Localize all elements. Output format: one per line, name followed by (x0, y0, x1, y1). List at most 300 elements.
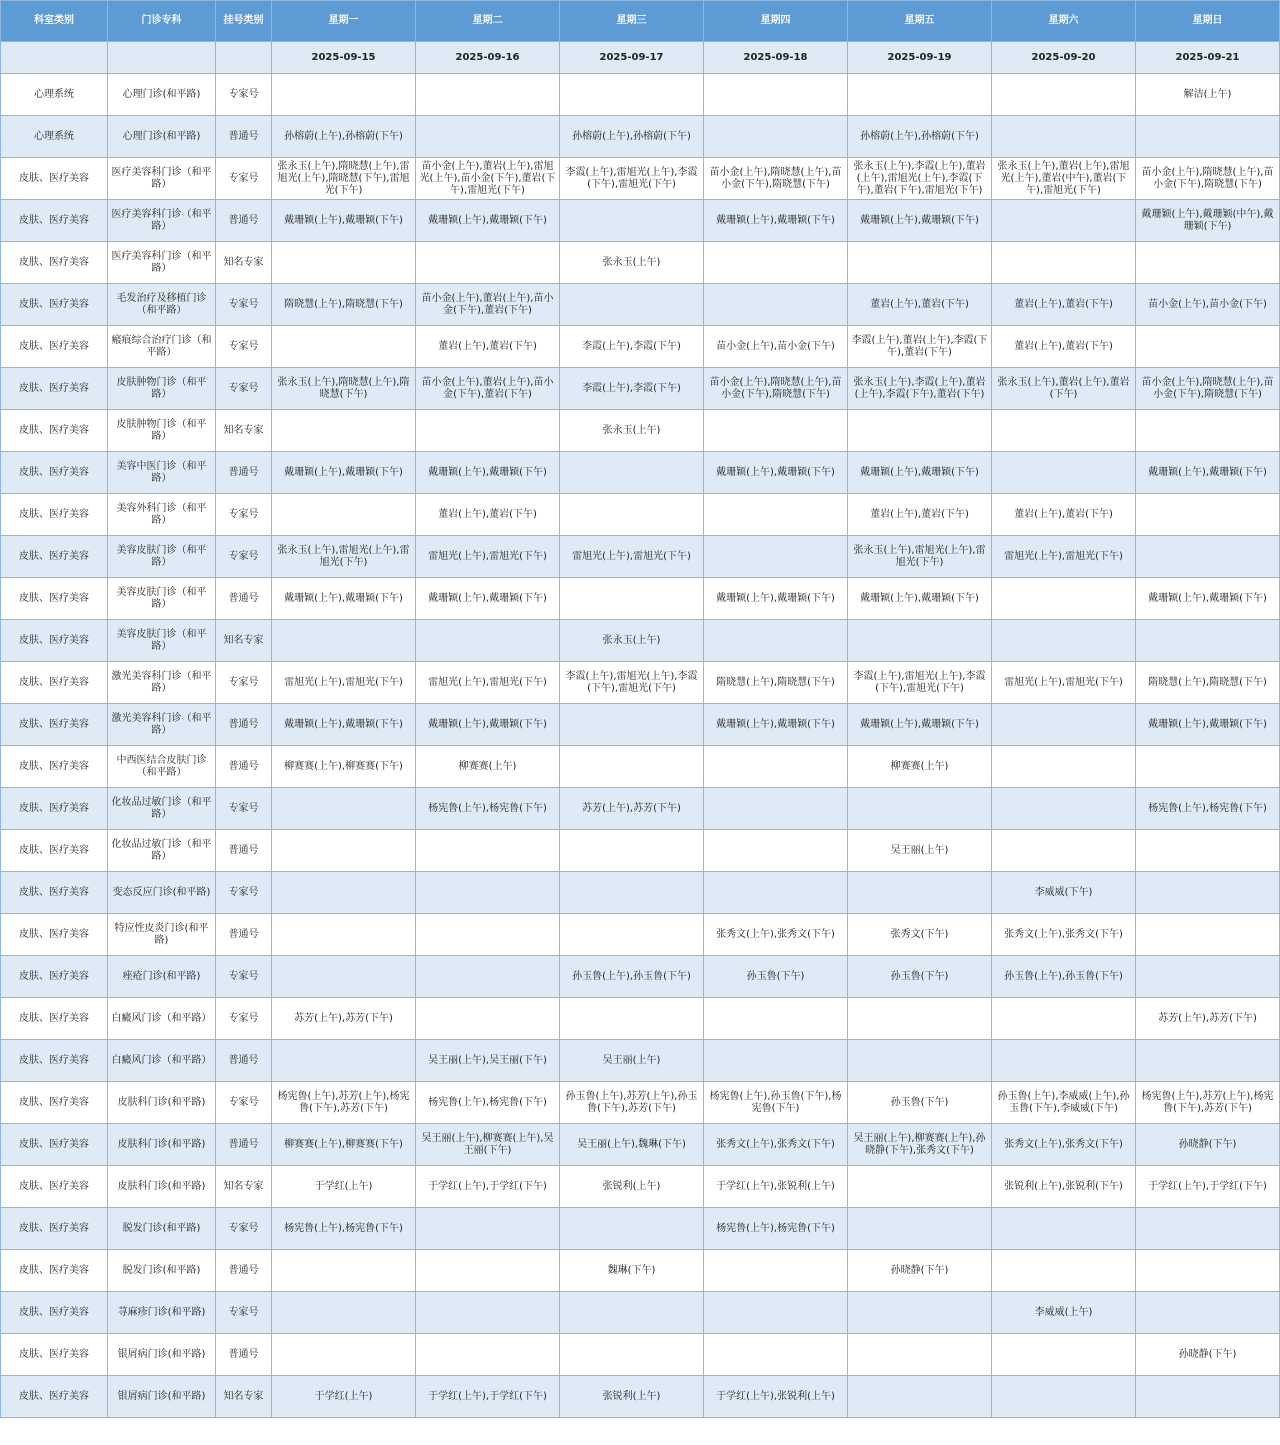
monday-cell: 于学红(上午) (272, 1166, 416, 1208)
thursday-cell: 苗小金(上午),苗小金(下午) (704, 326, 848, 368)
tuesday-cell: 戴珊颖(上午),戴珊颖(下午) (416, 452, 560, 494)
clinic-specialty-cell: 美容皮肤门诊（和平路） (108, 620, 216, 662)
friday-cell: 张永玉(上午),雷旭光(上午),雷旭光(下午) (848, 536, 992, 578)
wednesday-cell (560, 452, 704, 494)
tuesday-cell: 柳赛赛(上午) (416, 746, 560, 788)
tuesday-cell: 戴珊颖(上午),戴珊颖(下午) (416, 200, 560, 242)
saturday-cell: 李威威(上午) (992, 1292, 1136, 1334)
registration-type-cell: 专家号 (216, 998, 272, 1040)
schedule-row (1, 536, 1280, 578)
sunday-cell: 苗小金(上午),隋晓慧(上午),苗小金(下午),隋晓慧(下午) (1136, 368, 1280, 410)
monday-cell (272, 1250, 416, 1292)
thursday-cell: 张秀文(上午),张秀文(下午) (704, 914, 848, 956)
clinic-specialty-cell: 特应性皮炎门诊(和平路) (108, 914, 216, 956)
clinic-specialty-cell: 美容外科门诊（和平路） (108, 494, 216, 536)
thursday-cell: 戴珊颖(上午),戴珊颖(下午) (704, 704, 848, 746)
monday-cell: 于学红(上午) (272, 1376, 416, 1418)
monday-cell: 孙榕蔚(上午),孙榕蔚(下午) (272, 116, 416, 158)
tuesday-cell: 戴珊颖(上午),戴珊颖(下午) (416, 578, 560, 620)
monday-cell: 张永玉(上午),雷旭光(上午),雷旭光(下午) (272, 536, 416, 578)
tuesday-cell: 董岩(上午),董岩(下午) (416, 326, 560, 368)
thursday-cell (704, 410, 848, 452)
tuesday-cell (416, 620, 560, 662)
thursday-cell: 戴珊颖(上午),戴珊颖(下午) (704, 578, 848, 620)
thursday-cell: 杨宪鲁(上午),孙玉鲁(下午),杨宪鲁(下午) (704, 1082, 848, 1124)
schedule-row (1, 872, 1280, 914)
clinic-specialty-cell: 皮肤肿物门诊（和平路） (108, 410, 216, 452)
clinic-specialty-cell: 心理门诊(和平路) (108, 116, 216, 158)
saturday-cell (992, 620, 1136, 662)
friday-cell: 孙晓静(下午) (848, 1250, 992, 1292)
clinic-specialty-cell: 心理门诊(和平路) (108, 74, 216, 116)
monday-cell: 苏芳(上午),苏芳(下午) (272, 998, 416, 1040)
friday-cell (848, 998, 992, 1040)
registration-type-cell: 普通号 (216, 116, 272, 158)
monday-cell: 杨宪鲁(上午),苏芳(上午),杨宪鲁(下午),苏芳(下午) (272, 1082, 416, 1124)
sunday-cell: 隋晓慧(上午),隋晓慧(下午) (1136, 662, 1280, 704)
department-category-cell: 皮肤、医疗美容 (1, 830, 108, 872)
clinic-specialty-cell: 脱发门诊(和平路) (108, 1250, 216, 1292)
tuesday-cell (416, 872, 560, 914)
monday-cell (272, 872, 416, 914)
sunday-cell (1136, 536, 1280, 578)
wednesday-cell: 苏芳(上午),苏芳(下午) (560, 788, 704, 830)
registration-type-cell: 专家号 (216, 788, 272, 830)
schedule-row (1, 116, 1280, 158)
header-clinic-specialty: 门诊专科 (108, 1, 216, 42)
thursday-cell: 杨宪鲁(上午),杨宪鲁(下午) (704, 1208, 848, 1250)
friday-cell: 张秀文(下午) (848, 914, 992, 956)
thursday-cell (704, 116, 848, 158)
department-category-cell: 皮肤、医疗美容 (1, 578, 108, 620)
department-category-cell: 皮肤、医疗美容 (1, 662, 108, 704)
wednesday-cell (560, 578, 704, 620)
wednesday-cell: 吴王丽(上午),魏琳(下午) (560, 1124, 704, 1166)
thursday-cell (704, 830, 848, 872)
registration-type-cell: 专家号 (216, 536, 272, 578)
department-category-cell: 皮肤、医疗美容 (1, 1166, 108, 1208)
tuesday-cell: 苗小金(上午),董岩(上午),雷旭光(上午),苗小金(下午),董岩(下午),雷旭光(下午) (416, 158, 560, 200)
date-cell (216, 42, 272, 74)
schedule-row (1, 200, 1280, 242)
sunday-cell (1136, 242, 1280, 284)
clinic-specialty-cell: 皮肤肿物门诊（和平路） (108, 368, 216, 410)
header-tuesday: 星期二 (416, 1, 560, 42)
friday-cell (848, 1334, 992, 1376)
sunday-cell: 苗小金(上午),隋晓慧(上午),苗小金(下午),隋晓慧(下午) (1136, 158, 1280, 200)
thursday-cell: 孙玉鲁(下午) (704, 956, 848, 998)
registration-type-cell: 专家号 (216, 956, 272, 998)
date-cell (108, 42, 216, 74)
sunday-cell: 孙晓静(下午) (1136, 1334, 1280, 1376)
clinic-specialty-cell: 医疗美容科门诊（和平路） (108, 200, 216, 242)
department-category-cell: 皮肤、医疗美容 (1, 1040, 108, 1082)
schedule-row (1, 284, 1280, 326)
department-category-cell: 皮肤、医疗美容 (1, 452, 108, 494)
wednesday-cell: 张永玉(上午) (560, 410, 704, 452)
wednesday-cell (560, 914, 704, 956)
monday-cell: 张永玉(上午),隋晓慧(上午),雷旭光(上午),隋晓慧(下午),雷旭光(下午) (272, 158, 416, 200)
registration-type-cell: 普通号 (216, 1250, 272, 1292)
thursday-cell: 苗小金(上午),隋晓慧(上午),苗小金(下午),隋晓慧(下午) (704, 158, 848, 200)
tuesday-cell (416, 116, 560, 158)
registration-type-cell: 专家号 (216, 74, 272, 116)
wednesday-cell (560, 746, 704, 788)
department-category-cell: 皮肤、医疗美容 (1, 1292, 108, 1334)
saturday-cell (992, 452, 1136, 494)
schedule-row (1, 494, 1280, 536)
sunday-cell (1136, 326, 1280, 368)
saturday-cell (992, 704, 1136, 746)
department-category-cell: 皮肤、医疗美容 (1, 914, 108, 956)
schedule-row (1, 788, 1280, 830)
department-category-cell: 皮肤、医疗美容 (1, 1250, 108, 1292)
header-thursday: 星期四 (704, 1, 848, 42)
tuesday-cell: 于学红(上午),于学红(下午) (416, 1376, 560, 1418)
schedule-row (1, 1376, 1280, 1418)
wednesday-cell: 李霞(上午),雷旭光(上午),李霞(下午),雷旭光(下午) (560, 158, 704, 200)
monday-cell: 雷旭光(上午),雷旭光(下午) (272, 662, 416, 704)
schedule-row (1, 410, 1280, 452)
schedule-row (1, 998, 1280, 1040)
saturday-cell: 雷旭光(上午),雷旭光(下午) (992, 662, 1136, 704)
tuesday-cell: 于学红(上午),于学红(下午) (416, 1166, 560, 1208)
monday-cell (272, 1040, 416, 1082)
monday-cell: 柳赛赛(上午),柳赛赛(下午) (272, 746, 416, 788)
friday-cell: 董岩(上午),董岩(下午) (848, 284, 992, 326)
schedule-row (1, 1124, 1280, 1166)
thursday-cell (704, 242, 848, 284)
friday-cell: 张永玉(上午),李霞(上午),董岩(上午),李霞(下午),董岩(下午) (848, 368, 992, 410)
wednesday-cell (560, 1334, 704, 1376)
clinic-specialty-cell: 变态反应门诊(和平路) (108, 872, 216, 914)
friday-cell: 孙榕蔚(上午),孙榕蔚(下午) (848, 116, 992, 158)
monday-cell (272, 326, 416, 368)
schedule-row (1, 662, 1280, 704)
saturday-cell: 李威威(下午) (992, 872, 1136, 914)
friday-cell (848, 1208, 992, 1250)
department-category-cell: 皮肤、医疗美容 (1, 1376, 108, 1418)
monday-cell: 戴珊颖(上午),戴珊颖(下午) (272, 704, 416, 746)
registration-type-cell: 专家号 (216, 872, 272, 914)
registration-type-cell: 专家号 (216, 368, 272, 410)
saturday-cell (992, 1376, 1136, 1418)
saturday-cell (992, 74, 1136, 116)
header-monday: 星期一 (272, 1, 416, 42)
department-category-cell: 皮肤、医疗美容 (1, 410, 108, 452)
schedule-row (1, 956, 1280, 998)
date-cell (1, 42, 108, 74)
tuesday-cell (416, 830, 560, 872)
registration-type-cell: 专家号 (216, 1082, 272, 1124)
schedule-row (1, 368, 1280, 410)
registration-type-cell: 普通号 (216, 1040, 272, 1082)
sunday-cell (1136, 494, 1280, 536)
friday-cell (848, 788, 992, 830)
thursday-cell (704, 620, 848, 662)
date-cell: 2025-09-15 (272, 42, 416, 74)
wednesday-cell (560, 200, 704, 242)
registration-type-cell: 知名专家 (216, 1166, 272, 1208)
sunday-cell (1136, 1376, 1280, 1418)
department-category-cell: 皮肤、医疗美容 (1, 284, 108, 326)
clinic-specialty-cell: 白癜风门诊（和平路） (108, 1040, 216, 1082)
registration-type-cell: 普通号 (216, 914, 272, 956)
monday-cell: 张永玉(上午),隋晓慧(上午),隋晓慧(下午) (272, 368, 416, 410)
schedule-row (1, 830, 1280, 872)
tuesday-cell: 杨宪鲁(上午),杨宪鲁(下午) (416, 1082, 560, 1124)
tuesday-cell: 吴王丽(上午),吴王丽(下午) (416, 1040, 560, 1082)
sunday-cell (1136, 1250, 1280, 1292)
registration-type-cell: 专家号 (216, 326, 272, 368)
tuesday-cell: 苗小金(上午),董岩(上午),苗小金(下午),董岩(下午) (416, 284, 560, 326)
monday-cell: 戴珊颖(上午),戴珊颖(下午) (272, 578, 416, 620)
registration-type-cell: 专家号 (216, 1208, 272, 1250)
department-category-cell: 皮肤、医疗美容 (1, 494, 108, 536)
date-cell: 2025-09-16 (416, 42, 560, 74)
department-category-cell: 皮肤、医疗美容 (1, 704, 108, 746)
monday-cell: 隋晓慧(上午),隋晓慧(下午) (272, 284, 416, 326)
department-category-cell: 皮肤、医疗美容 (1, 1334, 108, 1376)
wednesday-cell: 孙玉鲁(上午),孙玉鲁(下午) (560, 956, 704, 998)
registration-type-cell: 知名专家 (216, 242, 272, 284)
registration-type-cell: 普通号 (216, 1334, 272, 1376)
wednesday-cell (560, 1208, 704, 1250)
schedule-row (1, 242, 1280, 284)
saturday-cell (992, 116, 1136, 158)
saturday-cell: 董岩(上午),董岩(下午) (992, 284, 1136, 326)
clinic-specialty-cell: 医疗美容科门诊（和平路） (108, 158, 216, 200)
saturday-cell: 董岩(上午),董岩(下午) (992, 494, 1136, 536)
department-category-cell: 皮肤、医疗美容 (1, 1082, 108, 1124)
friday-cell (848, 1040, 992, 1082)
friday-cell: 戴珊颖(上午),戴珊颖(下午) (848, 704, 992, 746)
date-cell: 2025-09-19 (848, 42, 992, 74)
department-category-cell: 皮肤、医疗美容 (1, 620, 108, 662)
tuesday-cell: 苗小金(上午),董岩(上午),苗小金(下午),董岩(下午) (416, 368, 560, 410)
wednesday-cell: 李霞(上午),李霞(下午) (560, 368, 704, 410)
clinic-specialty-cell: 脱发门诊(和平路) (108, 1208, 216, 1250)
schedule-row (1, 1334, 1280, 1376)
department-category-cell: 心理系统 (1, 116, 108, 158)
friday-cell: 李霞(上午),雷旭光(上午),李霞(下午),雷旭光(下午) (848, 662, 992, 704)
monday-cell: 柳赛赛(上午),柳赛赛(下午) (272, 1124, 416, 1166)
department-category-cell: 皮肤、医疗美容 (1, 1208, 108, 1250)
friday-cell: 吴王丽(上午),柳赛赛(上午),孙晓静(下午),张秀文(下午) (848, 1124, 992, 1166)
department-category-cell: 皮肤、医疗美容 (1, 746, 108, 788)
friday-cell: 孙玉鲁(下午) (848, 956, 992, 998)
friday-cell (848, 1376, 992, 1418)
department-category-cell: 皮肤、医疗美容 (1, 242, 108, 284)
tuesday-cell (416, 242, 560, 284)
clinic-specialty-cell: 毛发治疗及移植门诊（和平路） (108, 284, 216, 326)
friday-cell (848, 872, 992, 914)
sunday-cell: 孙晓静(下午) (1136, 1124, 1280, 1166)
header-registration-type: 挂号类别 (216, 1, 272, 42)
sunday-cell: 于学红(上午),于学红(下午) (1136, 1166, 1280, 1208)
tuesday-cell (416, 1292, 560, 1334)
registration-type-cell: 普通号 (216, 746, 272, 788)
registration-type-cell: 专家号 (216, 284, 272, 326)
wednesday-cell: 吴王丽(上午) (560, 1040, 704, 1082)
date-cell: 2025-09-17 (560, 42, 704, 74)
header-friday: 星期五 (848, 1, 992, 42)
schedule-row (1, 452, 1280, 494)
saturday-cell (992, 578, 1136, 620)
sunday-cell: 苏芳(上午),苏芳(下午) (1136, 998, 1280, 1040)
monday-cell: 戴珊颖(上午),戴珊颖(下午) (272, 200, 416, 242)
monday-cell (272, 1334, 416, 1376)
thursday-cell: 于学红(上午),张锐利(上午) (704, 1376, 848, 1418)
thursday-cell (704, 1250, 848, 1292)
tuesday-cell (416, 1334, 560, 1376)
sunday-cell: 戴珊颖(上午),戴珊颖(下午) (1136, 704, 1280, 746)
registration-type-cell: 专家号 (216, 494, 272, 536)
header-saturday: 星期六 (992, 1, 1136, 42)
registration-type-cell: 普通号 (216, 578, 272, 620)
schedule-row (1, 620, 1280, 662)
friday-cell (848, 620, 992, 662)
monday-cell (272, 830, 416, 872)
registration-type-cell: 普通号 (216, 452, 272, 494)
date-cell: 2025-09-21 (1136, 42, 1280, 74)
friday-cell (848, 410, 992, 452)
schedule-row (1, 1292, 1280, 1334)
wednesday-cell (560, 830, 704, 872)
clinic-specialty-cell: 痤疮门诊(和平路) (108, 956, 216, 998)
department-category-cell: 皮肤、医疗美容 (1, 200, 108, 242)
registration-type-cell: 普通号 (216, 200, 272, 242)
wednesday-cell (560, 998, 704, 1040)
schedule-row (1, 1166, 1280, 1208)
sunday-cell (1136, 1040, 1280, 1082)
sunday-cell (1136, 872, 1280, 914)
saturday-cell: 张永玉(上午),董岩(上午),董岩(下午) (992, 368, 1136, 410)
monday-cell (272, 1292, 416, 1334)
registration-type-cell: 知名专家 (216, 620, 272, 662)
thursday-cell: 隋晓慧(上午),隋晓慧(下午) (704, 662, 848, 704)
clinic-specialty-cell: 美容皮肤门诊（和平路） (108, 578, 216, 620)
registration-type-cell: 普通号 (216, 830, 272, 872)
sunday-cell (1136, 116, 1280, 158)
thursday-cell: 苗小金(上午),隋晓慧(上午),苗小金(下午),隋晓慧(下午) (704, 368, 848, 410)
saturday-cell: 雷旭光(上午),雷旭光(下午) (992, 536, 1136, 578)
department-category-cell: 皮肤、医疗美容 (1, 998, 108, 1040)
wednesday-cell: 孙榕蔚(上午),孙榕蔚(下午) (560, 116, 704, 158)
friday-cell (848, 242, 992, 284)
thursday-cell: 于学红(上午),张锐利(上午) (704, 1166, 848, 1208)
clinic-specialty-cell: 美容中医门诊（和平路） (108, 452, 216, 494)
saturday-cell: 孙玉鲁(上午),李威威(上午),孙玉鲁(下午),李威威(下午) (992, 1082, 1136, 1124)
tuesday-cell (416, 1250, 560, 1292)
thursday-cell: 戴珊颖(上午),戴珊颖(下午) (704, 452, 848, 494)
date-cell: 2025-09-20 (992, 42, 1136, 74)
monday-cell: 戴珊颖(上午),戴珊颖(下午) (272, 452, 416, 494)
sunday-cell: 戴珊颖(上午),戴珊颖(中午),戴珊颖(下午) (1136, 200, 1280, 242)
thursday-cell (704, 1292, 848, 1334)
tuesday-cell (416, 410, 560, 452)
friday-cell (848, 1292, 992, 1334)
saturday-cell (992, 1250, 1136, 1292)
schedule-row (1, 704, 1280, 746)
sunday-cell: 戴珊颖(上午),戴珊颖(下午) (1136, 452, 1280, 494)
saturday-cell (992, 1040, 1136, 1082)
header-department-category: 科室类别 (1, 1, 108, 42)
department-category-cell: 皮肤、医疗美容 (1, 536, 108, 578)
clinic-specialty-cell: 瘢痕综合治疗门诊（和平路） (108, 326, 216, 368)
tuesday-cell (416, 956, 560, 998)
department-category-cell: 皮肤、医疗美容 (1, 872, 108, 914)
department-category-cell: 皮肤、医疗美容 (1, 788, 108, 830)
wednesday-cell: 魏琳(下午) (560, 1250, 704, 1292)
department-category-cell: 皮肤、医疗美容 (1, 326, 108, 368)
department-category-cell: 心理系统 (1, 74, 108, 116)
schedule-row (1, 326, 1280, 368)
header-sunday: 星期日 (1136, 1, 1280, 42)
friday-cell: 张永玉(上午),李霞(上午),董岩(上午),雷旭光(上午),李霞(下午),董岩(下午),雷旭光(下午) (848, 158, 992, 200)
department-category-cell: 皮肤、医疗美容 (1, 368, 108, 410)
tuesday-cell: 杨宪鲁(上午),杨宪鲁(下午) (416, 788, 560, 830)
saturday-cell (992, 1334, 1136, 1376)
clinic-specialty-cell: 化妆品过敏门诊（和平路） (108, 830, 216, 872)
wednesday-cell (560, 704, 704, 746)
monday-cell (272, 410, 416, 452)
saturday-cell (992, 830, 1136, 872)
schedule-row (1, 158, 1280, 200)
tuesday-cell (416, 74, 560, 116)
wednesday-cell: 张永玉(上午) (560, 620, 704, 662)
sunday-cell (1136, 956, 1280, 998)
thursday-cell: 张秀文(上午),张秀文(下午) (704, 1124, 848, 1166)
wednesday-cell: 孙玉鲁(上午),苏芳(上午),孙玉鲁(下午),苏芳(下午) (560, 1082, 704, 1124)
registration-type-cell: 专家号 (216, 1292, 272, 1334)
schedule-row (1, 1040, 1280, 1082)
friday-cell: 吴王丽(上午) (848, 830, 992, 872)
wednesday-cell: 张锐利(上午) (560, 1166, 704, 1208)
thursday-cell (704, 1040, 848, 1082)
clinic-specialty-cell: 激光美容科门诊（和平路） (108, 704, 216, 746)
registration-type-cell: 知名专家 (216, 410, 272, 452)
thursday-cell (704, 74, 848, 116)
clinic-specialty-cell: 化妆品过敏门诊（和平路） (108, 788, 216, 830)
date-row (1, 42, 1280, 74)
sunday-cell (1136, 620, 1280, 662)
registration-type-cell: 专家号 (216, 662, 272, 704)
saturday-cell (992, 1208, 1136, 1250)
thursday-cell (704, 494, 848, 536)
header-wednesday: 星期三 (560, 1, 704, 42)
friday-cell (848, 74, 992, 116)
friday-cell: 李霞(上午),董岩(上午),李霞(下午),董岩(下午) (848, 326, 992, 368)
saturday-cell (992, 242, 1136, 284)
registration-type-cell: 普通号 (216, 1124, 272, 1166)
friday-cell: 戴珊颖(上午),戴珊颖(下午) (848, 200, 992, 242)
monday-cell (272, 914, 416, 956)
monday-cell (272, 788, 416, 830)
sunday-cell (1136, 746, 1280, 788)
clinic-specialty-cell: 医疗美容科门诊（和平路） (108, 242, 216, 284)
schedule-row (1, 1208, 1280, 1250)
monday-cell (272, 494, 416, 536)
friday-cell: 董岩(上午),董岩(下午) (848, 494, 992, 536)
saturday-cell: 孙玉鲁(上午),孙玉鲁(下午) (992, 956, 1136, 998)
wednesday-cell (560, 494, 704, 536)
saturday-cell: 董岩(上午),董岩(下午) (992, 326, 1136, 368)
tuesday-cell (416, 914, 560, 956)
thursday-cell (704, 536, 848, 578)
wednesday-cell: 张永玉(上午) (560, 242, 704, 284)
wednesday-cell: 李霞(上午),雷旭光(上午),李霞(下午),雷旭光(下午) (560, 662, 704, 704)
